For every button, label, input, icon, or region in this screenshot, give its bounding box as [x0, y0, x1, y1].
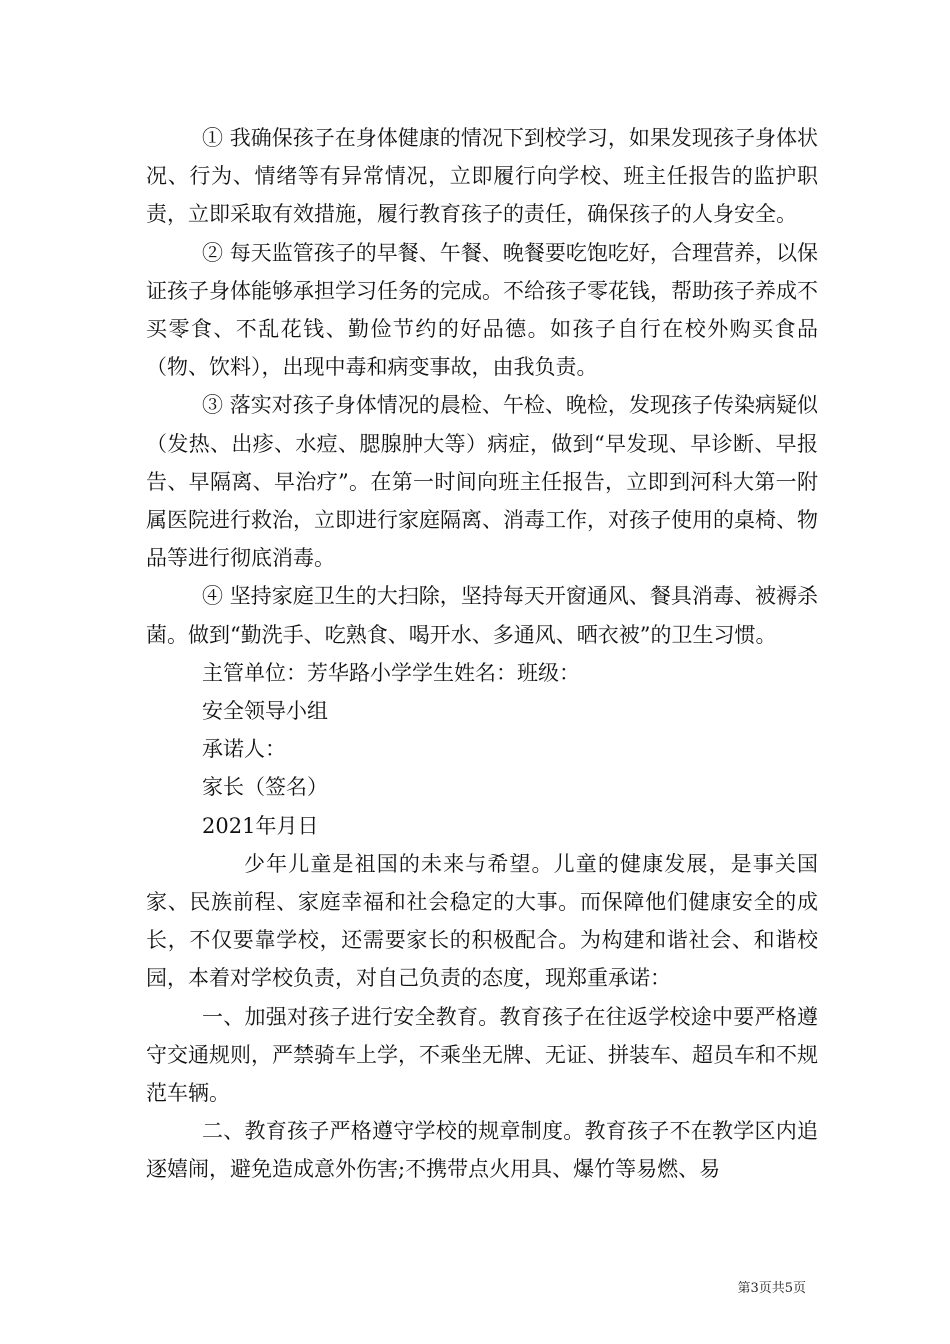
- intro-paragraph: 少年儿童是祖国的未来与希望。儿童的健康发展，是事关国家、民族前程、家庭幸福和社会稳定的大事。而保障他们健康安全的成长，不仅要靠学校，还需要家长的积极配合。为构建和谐社会、和谐校园，本着对学校负责，对自己负责的态度，现郑重承诺：: [146, 851, 818, 991]
- document-body: [146, 119, 818, 1189]
- signature-group-line: 安全领导小组: [202, 699, 328, 724]
- signature-unit-line: 主管单位：芳华路小学学生姓名：班级：: [202, 660, 580, 685]
- pledge-item-2: 二、教育孩子严格遵守学校的规章制度。教育孩子不在教学区内追逐嬉闹，避免造成意外伤害;不携带点火用具、爆竹等易燃、易: [146, 1119, 818, 1182]
- signature-parent-line: 家长（签名）: [202, 775, 328, 800]
- signature-date-line: 2021年月日: [202, 813, 319, 838]
- paragraph-item-3: ③ 落实对孩子身体情况的晨检、午检、晚检，发现孩子传染病疑似（发热、出疹、水痘、腮腺肿大等）病症，做到“早发现、早诊断、早报告、早隔离、早治疗”。在第一时间向班主任报告，立即到河科大第一附属医院进行救治，立即进行家庭隔离、消毒工作，对孩子使用的桌椅、物品等进行彻底消毒。: [146, 393, 818, 571]
- page-number: 第3页共5页: [737, 1281, 806, 1296]
- signature-promisor-line: 承诺人：: [202, 737, 286, 762]
- paragraph-item-2: ② 每天监管孩子的早餐、午餐、晚餐要吃饱吃好，合理营养，以保证孩子身体能够承担学习任务的完成。不给孩子零花钱，帮助孩子养成不买零食、不乱花钱、勤俭节约的好品德。如孩子自行在校外购买食品（物、饮料），出现中毒和病变事故，由我负责。: [146, 240, 818, 380]
- paragraph-item-4: ④ 坚持家庭卫生的大扫除，坚持每天开窗通风、餐具消毒、被褥杀菌。做到“勤洗手、吃熟食、喝开水、多通风、晒衣被”的卫生习惯。: [146, 584, 818, 647]
- paragraph-item-1: ① 我确保孩子在身体健康的情况下到校学习，如果发现孩子身体状况、行为、情绪等有异常情况，立即履行向学校、班主任报告的监护职责，立即采取有效措施，履行教育孩子的责任，确保孩子的人身安全。: [146, 126, 818, 227]
- pledge-item-1: 一、加强对孩子进行安全教育。教育孩子在往返学校途中要严格遵守交通规则，严禁骑车上学，不乘坐无牌、无证、拼装车、超员车和不规范车辆。: [146, 1004, 818, 1106]
